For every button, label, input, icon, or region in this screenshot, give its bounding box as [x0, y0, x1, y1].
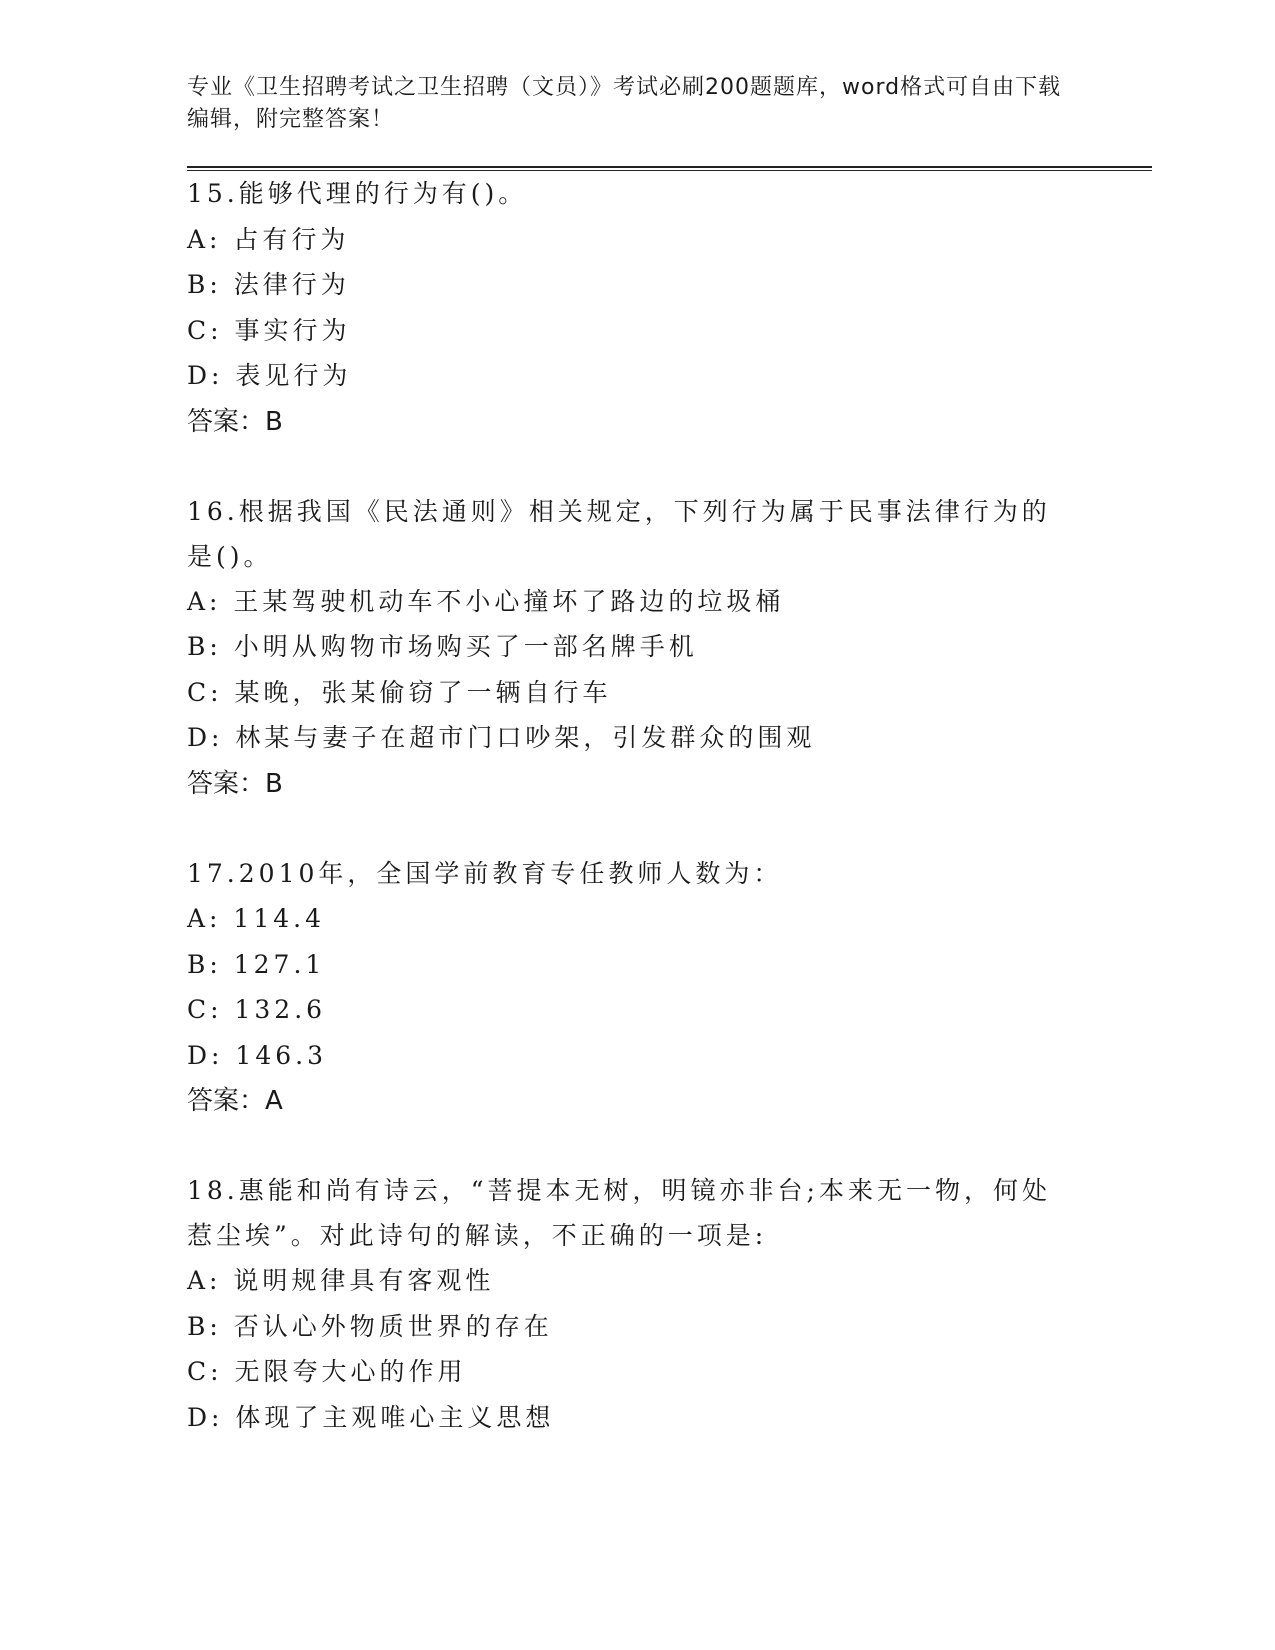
option-b: B: 法律行为 [187, 270, 350, 299]
question-17 [187, 851, 1152, 1125]
question-title: 15.能够代理的行为有()。 [187, 179, 528, 208]
option-d: D: 林某与妻子在超市门口吵架，引发群众的围观 [187, 723, 816, 752]
option-c: C: 某晚，张某偷窃了一辆自行车 [187, 677, 612, 707]
answer-label: 答案：B [187, 768, 283, 799]
option-d: D: 146.3 [187, 1040, 327, 1070]
document-header: 专业《卫生招聘考试之卫生招聘（文员）》考试必刷200题题库，word格式可自由下载编辑，附完整答案！ [187, 75, 1062, 132]
question-title: 16.根据我国《民法通则》相关规定，下列行为属于民事法律行为的是()。 [187, 496, 1051, 571]
option-c: C: 事实行为 [187, 315, 351, 345]
option-c: C: 无限夸大心的作用 [187, 1357, 467, 1386]
option-b: B: 小明从购物市场购买了一部名牌手机 [187, 632, 698, 661]
option-a: A: 占有行为 [187, 224, 350, 254]
option-c: C: 132.6 [187, 995, 327, 1024]
option-b: B: 否认心外物质世界的存在 [187, 1311, 553, 1341]
option-a: A: 说明规律具有客观性 [187, 1266, 495, 1295]
option-d: D: 表见行为 [187, 361, 352, 390]
document-page [187, 72, 1152, 1440]
question-15 [187, 171, 1152, 445]
answer-label: 答案：B [187, 406, 283, 437]
question-title: 18.惠能和尚有诗云，“菩提本无树，明镜亦非台;本来无一物，何处惹尘埃”。对此诗句的解读，不正确的一项是: [187, 1176, 1051, 1250]
option-d: D: 体现了主观唯心主义思想 [187, 1402, 555, 1432]
question-16 [187, 489, 1152, 807]
option-b: B: 127.1 [187, 949, 326, 979]
option-a: A: 王某驾驶机动车不小心撞坏了路边的垃圾桶 [187, 586, 785, 616]
answer-label: 答案：A [187, 1086, 283, 1116]
question-18 [187, 1168, 1152, 1440]
question-title: 17.2010年，全国学前教育专任教师人数为： [187, 858, 783, 888]
option-a: A: 114.4 [187, 904, 325, 933]
